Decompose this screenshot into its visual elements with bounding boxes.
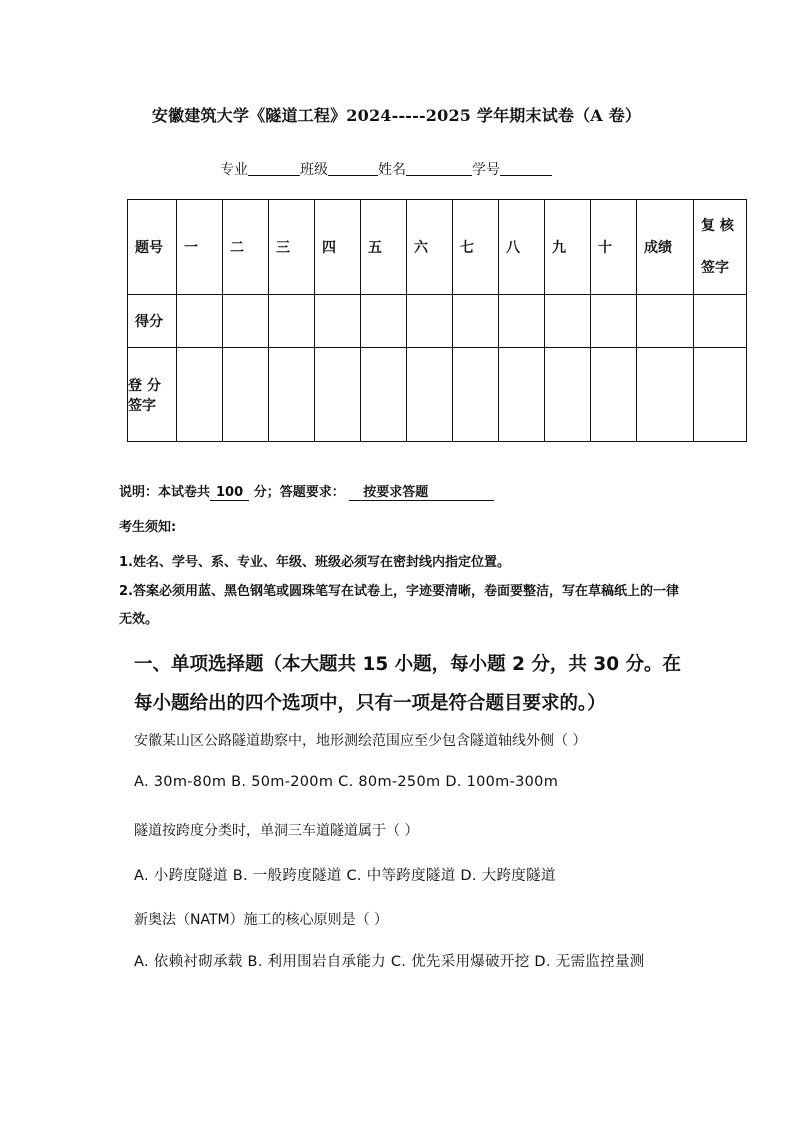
question-stem: 隧道按跨度分类时，单洞三车道隧道属于（ ） <box>134 823 419 839</box>
desc-mid: 分；答题要求： <box>253 485 345 500</box>
score-table <box>127 199 747 442</box>
total-score: 100 <box>210 485 249 501</box>
sign-row-label-line2: 签字 <box>128 397 156 414</box>
question-options: A. 小跨度隧道 B. 一般跨度隧道 C. 中等跨度隧道 D. 大跨度隧道 <box>134 868 556 884</box>
sign-cell[interactable] <box>177 348 223 442</box>
class-label: 班级 <box>300 162 328 178</box>
desc-prefix: 说明：本试卷共 <box>119 485 211 500</box>
question-options: A. 30m-80m B. 50m-200m C. 80m-250m D. 100m-300m <box>134 774 559 790</box>
sign-cell[interactable] <box>637 348 694 442</box>
score-cell[interactable] <box>407 295 453 348</box>
name-blank[interactable] <box>406 161 472 176</box>
col-header: 四 <box>315 200 361 295</box>
major-label: 专业 <box>220 162 248 178</box>
score-cell[interactable] <box>361 295 407 348</box>
score-cell[interactable] <box>694 295 747 348</box>
student-id-blank[interactable] <box>500 161 552 176</box>
question-stem: 新奥法（NATM）施工的核心原则是（ ） <box>134 912 389 928</box>
score-cell[interactable] <box>315 295 361 348</box>
col-header: 六 <box>407 200 453 295</box>
sign-cell[interactable] <box>223 348 269 442</box>
header-label-cell: 题号 <box>128 200 177 295</box>
score-cell[interactable] <box>223 295 269 348</box>
exam-title: 安徽建筑大学《隧道工程》2024-----2025 学年期末试卷（A 卷） <box>151 106 642 125</box>
recheck-line2: 签字 <box>701 260 729 276</box>
sign-cell[interactable] <box>407 348 453 442</box>
score-row-label: 得分 <box>128 295 177 348</box>
exam-description <box>119 481 494 501</box>
notice-heading: 考生须知: <box>119 520 177 535</box>
notice-item-1: 1.姓名、学号、系、专业、年级、班级必须写在密封线内指定位置。 <box>119 555 510 570</box>
col-header: 十 <box>591 200 637 295</box>
sign-row-label <box>128 348 177 442</box>
sign-cell[interactable] <box>545 348 591 442</box>
score-cell[interactable] <box>637 295 694 348</box>
score-cell[interactable] <box>177 295 223 348</box>
sign-cell[interactable] <box>499 348 545 442</box>
student-info-line <box>220 159 552 179</box>
col-header: 三 <box>269 200 315 295</box>
recheck-line1: 复 核 <box>701 218 734 234</box>
sign-cell[interactable] <box>315 348 361 442</box>
col-header-total: 成绩 <box>637 200 694 295</box>
sign-cell[interactable] <box>361 348 407 442</box>
score-cell[interactable] <box>591 295 637 348</box>
sign-cell[interactable] <box>694 348 747 442</box>
col-header: 八 <box>499 200 545 295</box>
sign-cell[interactable] <box>591 348 637 442</box>
notice-item-2: 2.答案必须用蓝、黑色钢笔或圆珠笔写在试卷上，字迹要清晰，卷面要整洁，写在草稿纸上的一律无效。 <box>119 584 679 627</box>
sign-cell[interactable] <box>269 348 315 442</box>
answer-requirement: 按要求答题 <box>349 481 494 501</box>
score-cell[interactable] <box>453 295 499 348</box>
name-label: 姓名 <box>378 162 406 178</box>
class-blank[interactable] <box>328 161 378 176</box>
section-heading: 一、单项选择题（本大题共 15 小题，每小题 2 分，共 30 分。在每小题给出的四个选项中，只有一项是符合题目要求的。） <box>134 654 682 714</box>
score-cell[interactable] <box>269 295 315 348</box>
score-cell[interactable] <box>499 295 545 348</box>
col-header: 一 <box>177 200 223 295</box>
col-header: 九 <box>545 200 591 295</box>
student-id-label: 学号 <box>472 162 500 178</box>
recheck-sign-header <box>694 200 747 295</box>
question-options: A. 依赖衬砌承载 B. 利用围岩自承能力 C. 优先采用爆破开挖 D. 无需监控量测 <box>134 954 645 970</box>
score-row <box>128 295 747 348</box>
col-header: 二 <box>223 200 269 295</box>
major-blank[interactable] <box>248 161 300 176</box>
score-cell[interactable] <box>545 295 591 348</box>
score-table-header-row <box>128 200 747 295</box>
sign-row <box>128 348 747 442</box>
col-header: 五 <box>361 200 407 295</box>
sign-cell[interactable] <box>453 348 499 442</box>
question-stem: 安徽某山区公路隧道勘察中，地形测绘范围应至少包含隧道轴线外侧（ ） <box>134 733 587 749</box>
col-header: 七 <box>453 200 499 295</box>
sign-row-label-line1: 登 分 <box>128 377 161 394</box>
